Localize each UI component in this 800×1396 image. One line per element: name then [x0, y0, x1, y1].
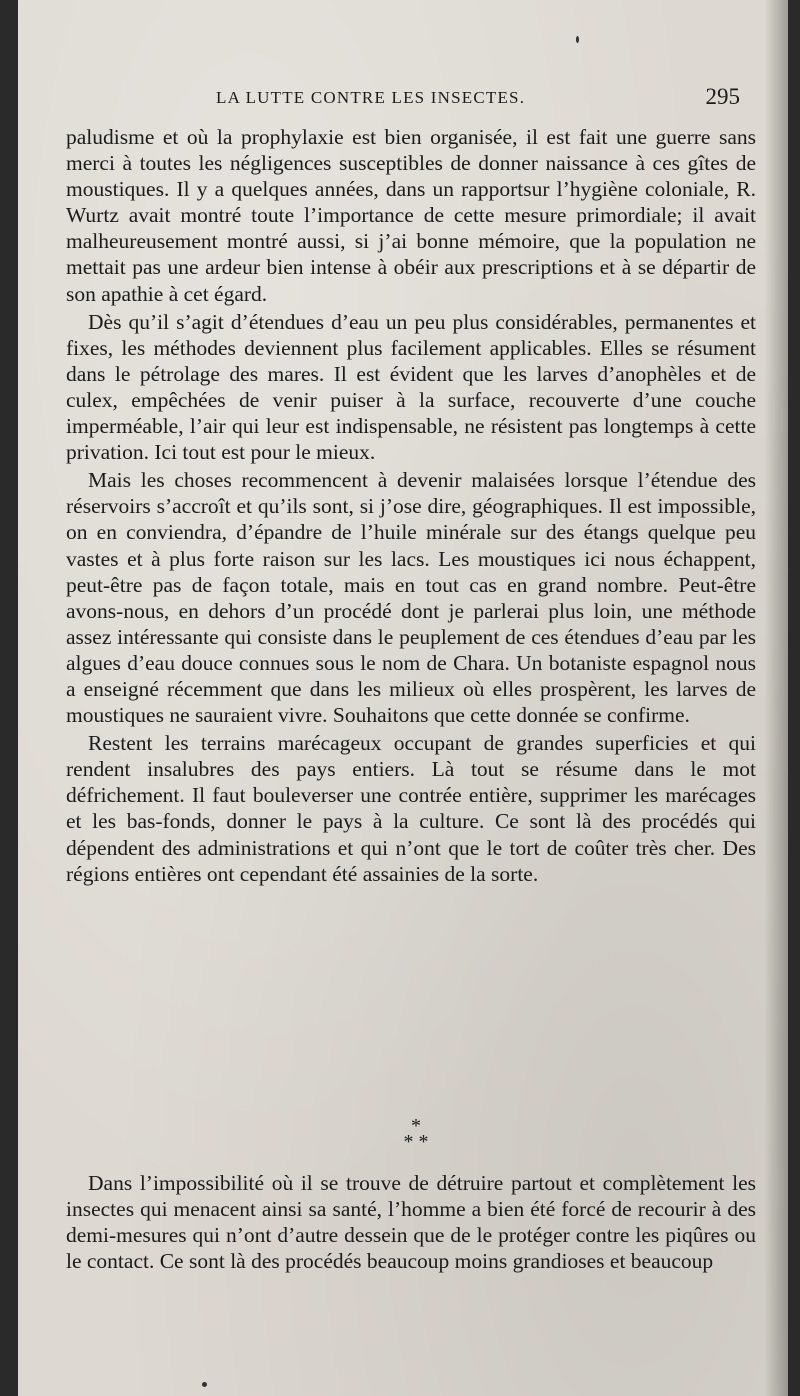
page-header [18, 86, 788, 116]
section-text [66, 1170, 756, 1274]
page-number: 295 [705, 84, 740, 109]
print-speck [576, 36, 579, 43]
paragraph-3: Mais les choses recommencent à devenir malaisées lorsque l’étendue des réservoirs s’accroît et qu’ils sont, si j’ose dire, géographiques. Il est impossible, on en conviendra, d’épandre de l’huile minérale sur des étangs quelque peu vastes et à plus forte raison sur les lacs. Les moustiques ici nous échappent, peut-être pas de façon totale, mais en tout cas en grand nombre. Peut-être avons-nous, en dehors d’un procédé dont je parlerai plus loin, une méthode assez intéressante qui consiste dans le peuplement de ces étendues d’eau par les algues d’eau douce connues sous le nom de Chara. Un botaniste espagnol nous a enseigné récemment que dans les milieux où elles prospèrent, les larves de moustiques ne sauraient vivre. Souhaitons que cette donnée se confirme. [66, 468, 756, 728]
print-speck [202, 1382, 207, 1387]
paragraph-5: Dans l’impossibilité où il se trouve de détruire partout et complètement les insectes qui menacent ainsi sa santé, l’homme a bien été forcé de recourir à des demi-mesures qui n’ont d’autre dessein que de le protéger contre les piqûres ou le contact. Ce sont là des procédés beaucoup moins grandioses et beaucoup [66, 1171, 756, 1274]
asterism-divider [396, 1115, 436, 1154]
paragraph-2: Dès qu’il s’agit d’étendues d’eau un peu plus considérables, permanentes et fixes, les méthodes deviennent plus facilement applicables. Elles se résument dans le pétrolage des mares. Il est évident que les larves d’anophèles et de culex, empêchées de venir puiser à la surface, recouverte d’une couche imperméable, l’air qui leur est indispensable, ne résistent pas longtemps à cette privation. Ici tout est pour le mieux. [66, 309, 756, 465]
asterism-bottom: * * [403, 1131, 429, 1153]
main-text [66, 124, 756, 887]
running-title: LA LUTTE CONTRE LES INSECTES. [216, 88, 526, 107]
paragraph-1: paludisme et où la prophylaxie est bien organisée, il est fait une guerre sans merci à toutes les négligences susceptibles de donner naissance à ces gîtes de moustiques. Il y a quelques années, dans un rapportsur l’hygiène coloniale, R. Wurtz avait montré toute l’importance de cette mesure primordiale; il avait malheureusement montré aussi, si j’ai bonne mémoire, que la population ne mettait pas une ardeur bien intense à obéir aux prescriptions et à se départir de son apathie à cet égard. [66, 125, 756, 306]
book-page [18, 0, 788, 1396]
spine-shadow [764, 0, 788, 1396]
asterism-top: * [411, 1115, 421, 1137]
paragraph-4: Restent les terrains marécageux occupant de grandes superficies et qui rendent insalubres des pays entiers. Là tout se résume dans le mot défrichement. Il faut bouleverser une contrée entière, supprimer les marécages et les bas-fonds, donner le pays à la culture. Ce sont là des procédés qui dépendent des administrations et qui n’ont que le tort de coûter très cher. Des régions entières ont cependant été assainies de la sorte. [66, 731, 756, 886]
